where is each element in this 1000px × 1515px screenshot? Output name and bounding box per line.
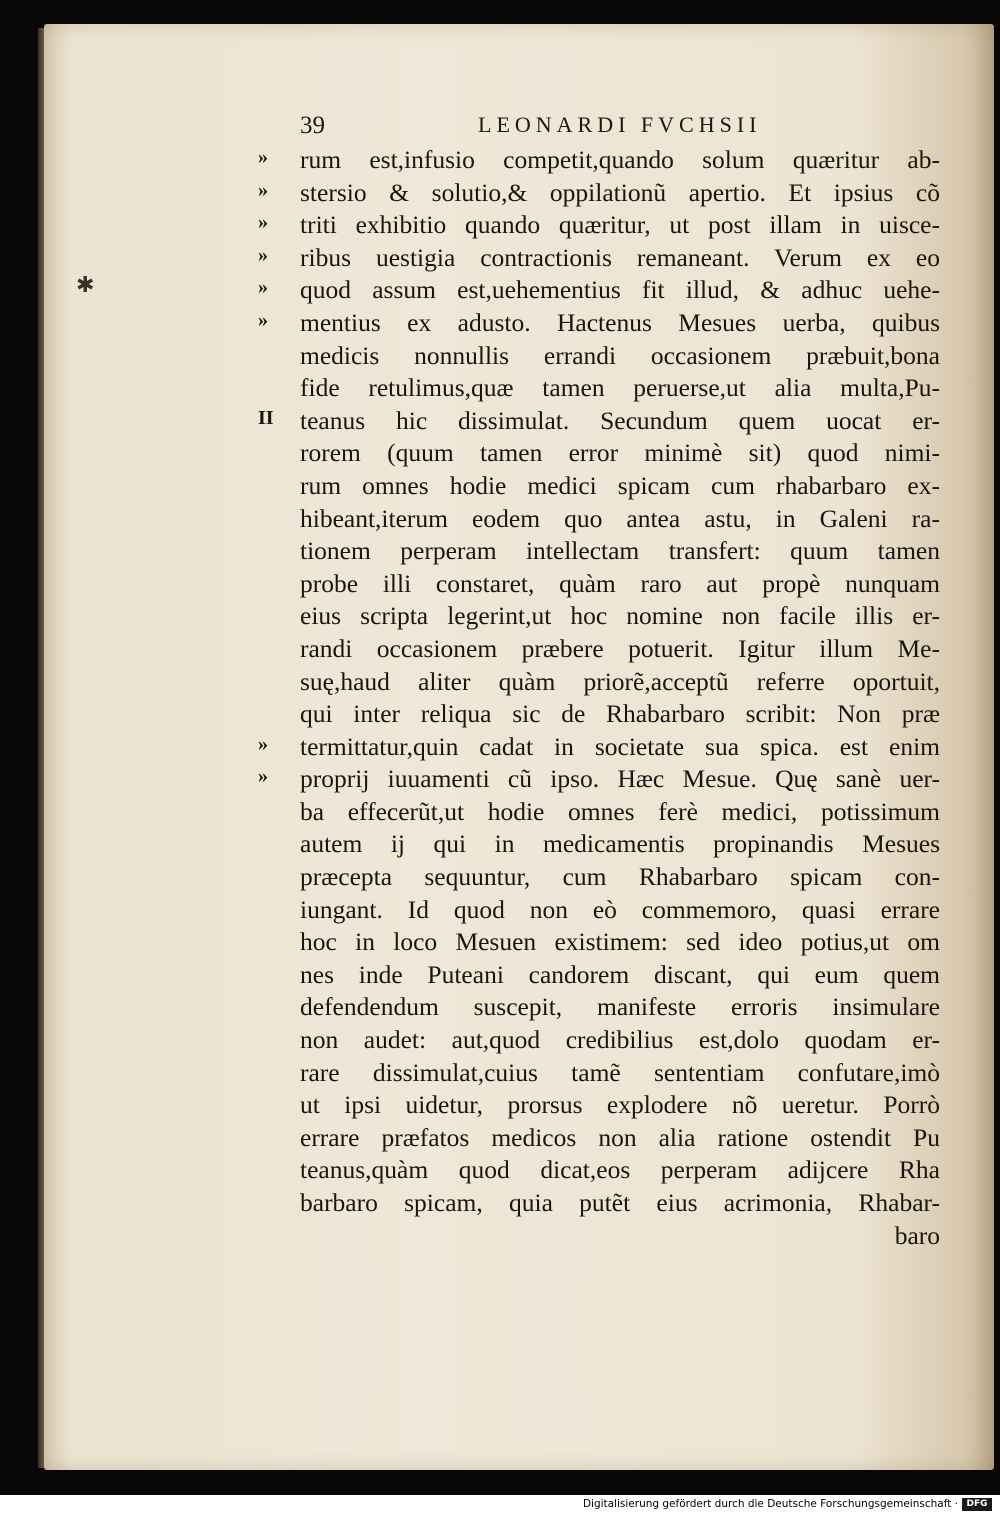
text-line: randi occasionem præbere potuerit. Igitur illum Me- [300,633,940,663]
text-line: suę,haud aliter quàm priorẽ,acceptũ referre oportuit, [300,666,940,696]
margin-note: » [258,146,268,168]
text-line: termittatur,quin cadat in societate sua spica. est enim [300,731,940,761]
text-line: non audet: aut,quod credibilius est,dolo quodam er- [300,1025,940,1055]
text-line: tionem perperam intellectam transfert: quum tamen [300,536,940,566]
dfg-logo: DFG [962,1498,992,1511]
running-head: LEONARDI FVCHSII [478,112,762,137]
margin-note: » [258,309,268,331]
text-line: ut ipsi uidetur, prorsus explodere nõ ueretur. Porrò [300,1090,940,1120]
text-line: quod assum est,uehementius fit illud, & adhuc uehe- [300,275,940,305]
margin-note: » [258,765,268,788]
page-header [300,112,940,146]
margin-note: » [258,211,268,234]
margin-note: » [258,243,268,266]
text-line: barbaro spicam, quia putẽt eius acrimonia, Rhabar- [300,1188,940,1217]
text-line: teanus hic dissimulat. Secundum quem uocat er- [300,405,940,435]
margin-asterisk-mark: ✱ [76,272,95,297]
text-line: errare præfatos medicos non alia ratione ostendit Pu [300,1122,940,1152]
text-line: mentius ex adusto. Hactenus Mesues uerba, quibus [300,307,940,337]
text-line: hoc in loco Mesuen existimem: sed ideo potius,ut om [300,927,940,957]
body-text [300,144,940,1252]
margin-note: II [258,406,274,429]
text-line: qui inter reliqua sic de Rhabarbaro scribit: Non præ [300,699,940,729]
margin-note: » [258,276,268,299]
margin-note: » [258,732,268,755]
text-line: eius scripta legerint,ut hoc nomine non facile illis er- [300,601,940,631]
page-number: 39 [300,112,325,139]
funding-credit: Digitalisierung gefördert durch die Deutsche Forschungsgemeinschaft · [582,1498,958,1510]
text-line: ribus uestigia contractionis remaneant. Verum ex eo [300,242,940,272]
text-line: rare dissimulat,cuius tamẽ sententiam confutare,imò [300,1057,940,1087]
text-line: medicis nonnullis errandi occasionem præbuit,bona [300,340,940,370]
text-line: rum est,infusio competit,quando solum quæritur ab- [300,145,940,174]
text-line: nes inde Puteani candorem discant, qui eum quem [300,959,940,989]
footer-bar [0,1495,1000,1515]
text-line: teanus,quàm quod dicat,eos perperam adijcere Rha [300,1155,940,1185]
text-line: baro [894,1220,940,1250]
text-line: probe illi constaret, quàm raro aut propè nunquam [300,568,940,598]
margin-note: » [258,178,268,201]
text-line: rorem (quum tamen error minimè sit) quod nimi- [300,438,940,468]
text-line: defendendum suscepit, manifeste erroris insimulare [300,992,940,1022]
text-line: autem ij qui in medicamentis propinandis Mesues [300,829,940,859]
text-line: ba effecerũt,ut hodie omnes ferè medici, potissimum [300,796,940,826]
text-line: proprij iuuamenti cũ ipso. Hæc Mesue. Quę sanè uer- [300,764,940,794]
text-line: iungant. Id quod non eò commemoro, quasi errare [300,894,940,924]
text-line: præcepta sequuntur, cum Rhabarbaro spicam con- [300,862,940,892]
text-line: rum omnes hodie medici spicam cum rhabarbaro ex- [300,470,940,500]
text-line: triti exhibitio quando quæritur, ut post illam in uisce- [300,210,940,240]
text-line: fide retulimus,quæ tamen peruerse,ut alia multa,Pu- [300,373,940,403]
text-line: stersio & solutio,& oppilationũ apertio. Et ipsius cõ [300,177,940,207]
text-line: hibeant,iterum eodem quo antea astu, in Galeni ra- [300,503,940,533]
